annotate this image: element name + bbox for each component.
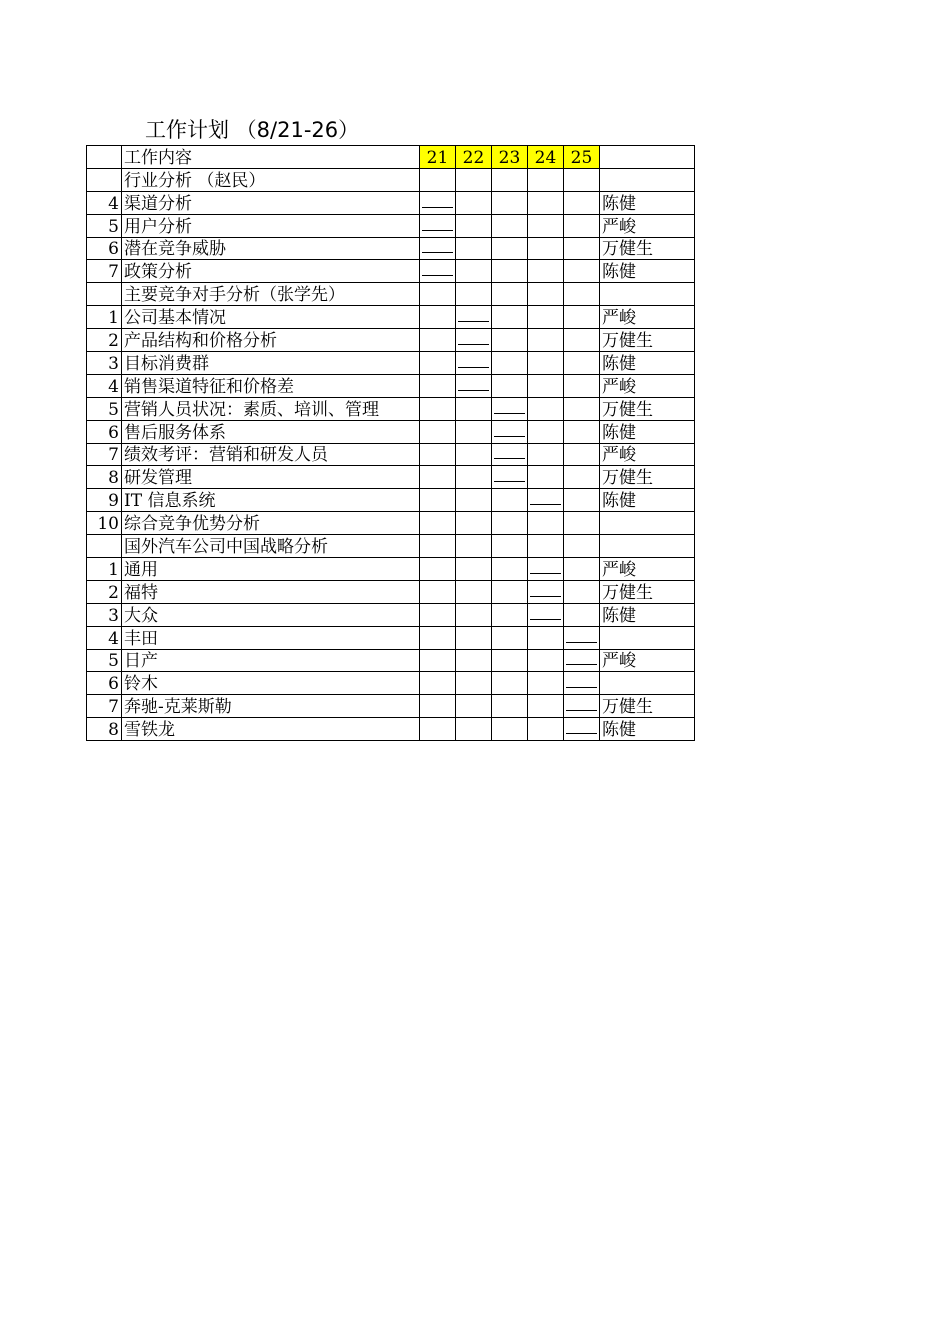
schedule-bar (566, 733, 597, 734)
day-cell (492, 283, 528, 306)
day-cell (456, 168, 492, 191)
day-cell (456, 695, 492, 718)
task-cell: 绩效考评：营销和研发人员 (122, 443, 420, 466)
day-cell (492, 374, 528, 397)
row-number-cell: 1 (87, 306, 122, 329)
owner-cell: 万健生 (600, 580, 695, 603)
task-cell: 福特 (122, 580, 420, 603)
owner-cell: 严峻 (600, 443, 695, 466)
schedule-bar (422, 207, 453, 208)
day-cell (420, 260, 456, 283)
schedule-bar (494, 413, 525, 414)
day-cell (456, 214, 492, 237)
day-cell (564, 466, 600, 489)
day-cell (456, 672, 492, 695)
day-cell (492, 168, 528, 191)
schedule-bar (566, 687, 597, 688)
day-cell (564, 603, 600, 626)
table-row (87, 672, 695, 695)
task-cell: 研发管理 (122, 466, 420, 489)
owner-cell: 万健生 (600, 329, 695, 352)
table-row (87, 603, 695, 626)
row-number-cell: 7 (87, 260, 122, 283)
row-number-cell: 6 (87, 672, 122, 695)
day-cell (420, 489, 456, 512)
day-cell (456, 329, 492, 352)
day-cell (456, 535, 492, 558)
schedule-bar (422, 275, 453, 276)
day-cell (456, 306, 492, 329)
day-cell (492, 603, 528, 626)
task-cell: 铃木 (122, 672, 420, 695)
task-cell: 行业分析 （赵民） (122, 168, 420, 191)
day-cell (420, 214, 456, 237)
task-cell: 奔驰-克莱斯勒 (122, 695, 420, 718)
row-number-cell: 8 (87, 466, 122, 489)
day-cell (528, 329, 564, 352)
day-cell (420, 695, 456, 718)
header-day-cell: 25 (564, 146, 600, 169)
day-cell (528, 237, 564, 260)
table-row (87, 306, 695, 329)
day-cell (456, 237, 492, 260)
day-cell (420, 352, 456, 375)
day-cell (420, 558, 456, 581)
page-title: 工作计划 （8/21-26） (145, 118, 360, 142)
row-number-cell: 5 (87, 214, 122, 237)
table-row (87, 352, 695, 375)
owner-cell: 严峻 (600, 214, 695, 237)
day-cell (528, 191, 564, 214)
table-row (87, 718, 695, 741)
task-cell: 通用 (122, 558, 420, 581)
day-cell (456, 603, 492, 626)
table-row (87, 374, 695, 397)
owner-cell: 陈健 (600, 420, 695, 443)
owner-cell: 严峻 (600, 558, 695, 581)
day-cell (420, 512, 456, 535)
owner-cell: 万健生 (600, 466, 695, 489)
day-cell (492, 329, 528, 352)
day-cell (564, 626, 600, 649)
day-cell (564, 443, 600, 466)
owner-cell: 陈健 (600, 352, 695, 375)
day-cell (528, 512, 564, 535)
row-number-cell: 4 (87, 374, 122, 397)
row-number-cell: 4 (87, 626, 122, 649)
row-number-cell (87, 168, 122, 191)
owner-cell (600, 626, 695, 649)
day-cell (528, 695, 564, 718)
table-row (87, 535, 695, 558)
header-day-cell: 22 (456, 146, 492, 169)
day-cell (564, 695, 600, 718)
owner-cell: 万健生 (600, 237, 695, 260)
schedule-bar (458, 390, 489, 391)
owner-cell (600, 512, 695, 535)
day-cell (492, 237, 528, 260)
day-cell (456, 260, 492, 283)
day-cell (456, 191, 492, 214)
task-cell: 大众 (122, 603, 420, 626)
day-cell (528, 489, 564, 512)
row-number-cell: 8 (87, 718, 122, 741)
day-cell (528, 352, 564, 375)
row-number-cell (87, 535, 122, 558)
day-cell (564, 237, 600, 260)
day-cell (528, 374, 564, 397)
day-cell (564, 306, 600, 329)
row-number-cell: 10 (87, 512, 122, 535)
day-cell (420, 603, 456, 626)
day-cell (564, 260, 600, 283)
day-cell (492, 420, 528, 443)
row-number-cell: 5 (87, 649, 122, 672)
task-cell: 主要竞争对手分析（张学先） (122, 283, 420, 306)
row-number-cell: 7 (87, 695, 122, 718)
row-number-cell: 5 (87, 397, 122, 420)
day-cell (420, 672, 456, 695)
day-cell (420, 397, 456, 420)
day-cell (492, 512, 528, 535)
task-cell: 产品结构和价格分析 (122, 329, 420, 352)
day-cell (492, 352, 528, 375)
day-cell (456, 489, 492, 512)
day-cell (528, 626, 564, 649)
table-row (87, 168, 695, 191)
row-number-cell: 2 (87, 329, 122, 352)
task-cell: 丰田 (122, 626, 420, 649)
header-day-cell: 23 (492, 146, 528, 169)
day-cell (564, 283, 600, 306)
header-task-cell: 工作内容 (122, 146, 420, 169)
day-cell (492, 306, 528, 329)
task-cell: 目标消费群 (122, 352, 420, 375)
day-cell (564, 420, 600, 443)
row-number-cell: 7 (87, 443, 122, 466)
day-cell (420, 306, 456, 329)
row-number-cell (87, 283, 122, 306)
table-row (87, 695, 695, 718)
task-cell: 营销人员状况：素质、培训、管理 (122, 397, 420, 420)
task-cell: 公司基本情况 (122, 306, 420, 329)
day-cell (492, 397, 528, 420)
table-row (87, 260, 695, 283)
owner-cell: 万健生 (600, 397, 695, 420)
day-cell (528, 214, 564, 237)
schedule-bar (494, 481, 525, 482)
day-cell (456, 352, 492, 375)
schedule-bar (566, 664, 597, 665)
schedule-bar (422, 252, 453, 253)
day-cell (564, 352, 600, 375)
day-cell (528, 443, 564, 466)
schedule-bar (458, 321, 489, 322)
day-cell (564, 558, 600, 581)
table-row (87, 397, 695, 420)
task-cell: 政策分析 (122, 260, 420, 283)
task-cell: IT 信息系统 (122, 489, 420, 512)
owner-cell: 严峻 (600, 306, 695, 329)
row-number-cell: 1 (87, 558, 122, 581)
day-cell (420, 237, 456, 260)
owner-cell (600, 283, 695, 306)
schedule-bar (458, 367, 489, 368)
day-cell (528, 649, 564, 672)
task-cell: 国外汽车公司中国战略分析 (122, 535, 420, 558)
owner-cell: 严峻 (600, 649, 695, 672)
task-cell: 日产 (122, 649, 420, 672)
day-cell (492, 558, 528, 581)
day-cell (528, 535, 564, 558)
day-cell (420, 191, 456, 214)
task-cell: 渠道分析 (122, 191, 420, 214)
table-row (87, 649, 695, 672)
day-cell (564, 649, 600, 672)
schedule-bar (566, 710, 597, 711)
day-cell (564, 580, 600, 603)
day-cell (456, 374, 492, 397)
day-cell (528, 672, 564, 695)
schedule-bar (530, 504, 561, 505)
row-number-cell: 2 (87, 580, 122, 603)
table-row (87, 443, 695, 466)
owner-cell: 陈健 (600, 603, 695, 626)
day-cell (528, 283, 564, 306)
header-row (87, 146, 695, 169)
header-owner-cell (600, 146, 695, 169)
day-cell (420, 535, 456, 558)
owner-cell: 万健生 (600, 695, 695, 718)
table-row (87, 420, 695, 443)
day-cell (492, 649, 528, 672)
day-cell (420, 374, 456, 397)
day-cell (492, 695, 528, 718)
schedule-bar (494, 458, 525, 459)
day-cell (528, 397, 564, 420)
row-number-cell: 6 (87, 420, 122, 443)
day-cell (492, 191, 528, 214)
owner-cell (600, 168, 695, 191)
table-row (87, 329, 695, 352)
day-cell (564, 489, 600, 512)
day-cell (564, 718, 600, 741)
schedule-bar (422, 230, 453, 231)
owner-cell: 陈健 (600, 718, 695, 741)
table-row (87, 558, 695, 581)
owner-cell: 陈健 (600, 489, 695, 512)
day-cell (492, 718, 528, 741)
day-cell (564, 672, 600, 695)
row-number-cell: 4 (87, 191, 122, 214)
day-cell (456, 466, 492, 489)
day-cell (456, 558, 492, 581)
task-cell: 雪铁龙 (122, 718, 420, 741)
day-cell (564, 374, 600, 397)
day-cell (528, 466, 564, 489)
work-plan-table (86, 145, 695, 741)
day-cell (456, 626, 492, 649)
task-cell: 综合竞争优势分析 (122, 512, 420, 535)
task-cell: 潜在竞争威胁 (122, 237, 420, 260)
row-number-cell: 6 (87, 237, 122, 260)
day-cell (528, 306, 564, 329)
table-row (87, 237, 695, 260)
schedule-bar (566, 642, 597, 643)
schedule-bar (458, 344, 489, 345)
day-cell (564, 168, 600, 191)
day-cell (420, 580, 456, 603)
row-number-cell: 9 (87, 489, 122, 512)
owner-cell (600, 672, 695, 695)
day-cell (492, 535, 528, 558)
owner-cell: 陈健 (600, 260, 695, 283)
day-cell (492, 443, 528, 466)
schedule-bar (494, 436, 525, 437)
day-cell (528, 168, 564, 191)
day-cell (492, 260, 528, 283)
header-day-cell: 21 (420, 146, 456, 169)
day-cell (456, 649, 492, 672)
row-number-cell: 3 (87, 352, 122, 375)
day-cell (564, 191, 600, 214)
day-cell (564, 214, 600, 237)
header-num-cell (87, 146, 122, 169)
day-cell (492, 580, 528, 603)
day-cell (528, 260, 564, 283)
day-cell (528, 420, 564, 443)
day-cell (492, 466, 528, 489)
header-day-cell: 24 (528, 146, 564, 169)
day-cell (564, 329, 600, 352)
day-cell (456, 420, 492, 443)
table-row (87, 191, 695, 214)
day-cell (420, 329, 456, 352)
day-cell (420, 168, 456, 191)
schedule-bar (530, 619, 561, 620)
owner-cell: 严峻 (600, 374, 695, 397)
day-cell (528, 580, 564, 603)
day-cell (456, 512, 492, 535)
day-cell (420, 649, 456, 672)
day-cell (420, 718, 456, 741)
row-number-cell: 3 (87, 603, 122, 626)
day-cell (564, 397, 600, 420)
day-cell (420, 283, 456, 306)
day-cell (456, 580, 492, 603)
day-cell (420, 420, 456, 443)
day-cell (492, 626, 528, 649)
day-cell (456, 718, 492, 741)
task-cell: 销售渠道特征和价格差 (122, 374, 420, 397)
day-cell (564, 535, 600, 558)
day-cell (456, 443, 492, 466)
table-row (87, 283, 695, 306)
day-cell (528, 558, 564, 581)
table-row (87, 512, 695, 535)
day-cell (492, 672, 528, 695)
day-cell (492, 214, 528, 237)
schedule-bar (530, 596, 561, 597)
day-cell (492, 489, 528, 512)
task-cell: 售后服务体系 (122, 420, 420, 443)
task-cell: 用户分析 (122, 214, 420, 237)
day-cell (420, 443, 456, 466)
day-cell (528, 718, 564, 741)
day-cell (456, 397, 492, 420)
table-row (87, 466, 695, 489)
day-cell (456, 283, 492, 306)
day-cell (528, 603, 564, 626)
table-row (87, 626, 695, 649)
table-row (87, 489, 695, 512)
table-row (87, 214, 695, 237)
table-row (87, 580, 695, 603)
day-cell (564, 512, 600, 535)
owner-cell: 陈健 (600, 191, 695, 214)
day-cell (420, 466, 456, 489)
schedule-bar (530, 573, 561, 574)
owner-cell (600, 535, 695, 558)
day-cell (420, 626, 456, 649)
